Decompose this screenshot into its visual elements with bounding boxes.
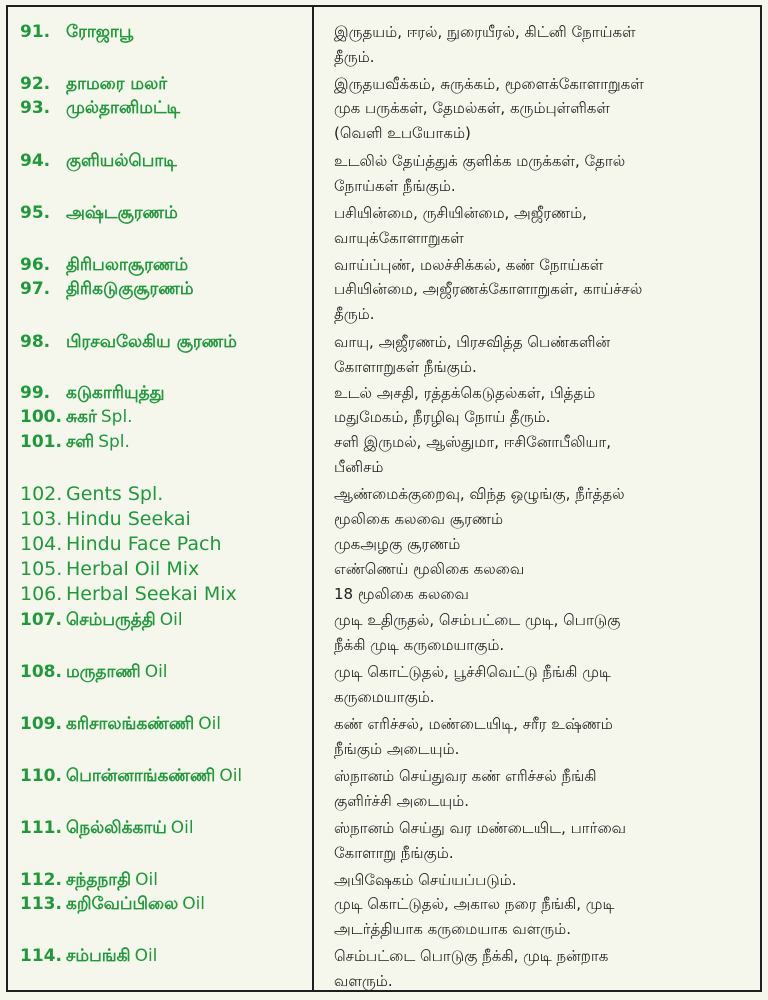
description-cell bbox=[334, 482, 754, 507]
description-cell bbox=[334, 96, 754, 145]
product-name: செம்பருத்தி bbox=[66, 610, 156, 630]
product-name-cell bbox=[20, 816, 310, 840]
description-line: சளி இருமல், ஆஸ்துமா, ஈசினோபீலியா, bbox=[334, 433, 612, 451]
product-name: சளி bbox=[66, 432, 95, 452]
item-number: 93. bbox=[20, 98, 51, 118]
product-suffix: Spl. bbox=[98, 432, 130, 452]
product-suffix: Oil bbox=[134, 946, 158, 966]
product-name-cell bbox=[20, 330, 310, 354]
description-cell bbox=[334, 892, 754, 941]
description-cell bbox=[334, 72, 754, 97]
description-line: ஸ்நானம் செய்துவர கண் எரிச்சல் நீங்கி bbox=[334, 767, 597, 785]
item-number: 103. bbox=[20, 508, 63, 530]
product-suffix: Spl. bbox=[100, 407, 133, 427]
product-name-cell bbox=[20, 20, 310, 44]
description-line: உடலில் தேய்த்துக் குளிக்க மருக்கள், தோல் bbox=[334, 152, 626, 170]
column-divider bbox=[312, 5, 314, 992]
product-suffix: Oil bbox=[219, 766, 243, 786]
item-number: 110. bbox=[20, 766, 62, 786]
product-name: சம்பங்கி bbox=[66, 946, 131, 966]
item-number: 101. bbox=[20, 432, 62, 452]
product-name: நெல்லிக்காய் bbox=[66, 818, 167, 838]
product-name-cell bbox=[20, 253, 310, 277]
description-cell bbox=[334, 660, 754, 709]
description-line: ஆண்மைக்குறைவு, விந்த ஒழுங்கு, நீர்த்தல் bbox=[334, 485, 625, 503]
description-line: (வெளி உபயோகம்) bbox=[334, 123, 471, 142]
item-number: 106. bbox=[20, 583, 63, 605]
description-cell bbox=[334, 201, 754, 250]
product-suffix: Oil bbox=[182, 894, 206, 914]
product-name: Gents Spl. bbox=[66, 483, 164, 505]
description-line: செம்பட்டை பொடுகு நீக்கி, முடி நன்றாக bbox=[334, 947, 609, 965]
description-cell bbox=[334, 712, 754, 761]
product-name-cell bbox=[20, 557, 310, 581]
product-name: Hindu Face Pach bbox=[66, 533, 222, 555]
product-name: திரிகடுகுசூரணம் bbox=[66, 279, 194, 299]
product-name-cell bbox=[20, 149, 310, 173]
product-name: மருதாணி bbox=[66, 662, 141, 682]
description-line: தீரும். bbox=[334, 47, 375, 66]
description-cell bbox=[334, 20, 754, 69]
product-name: பொன்னாங்கண்ணி bbox=[66, 766, 216, 786]
description-line: வாயு, அஜீரணம், பிரசவித்த பெண்களின் bbox=[334, 333, 610, 351]
description-line: நோய்கள் நீங்கும். bbox=[334, 176, 456, 195]
description-line: பீனிசம் bbox=[334, 457, 384, 476]
item-number: 100. bbox=[20, 407, 62, 427]
description-cell bbox=[334, 277, 754, 326]
product-name-cell bbox=[20, 892, 310, 916]
description-cell bbox=[334, 330, 754, 379]
description-line: கோளாறுகள் நீங்கும். bbox=[334, 357, 477, 376]
product-name-cell bbox=[20, 72, 310, 96]
product-name: பிரசவலேகிய சூரணம் bbox=[66, 332, 237, 352]
product-name-cell bbox=[20, 96, 310, 120]
item-number: 97. bbox=[20, 279, 51, 299]
product-suffix: Oil bbox=[159, 610, 183, 630]
product-name: கடுகாரியுத்து bbox=[66, 383, 165, 403]
product-name: சந்தநாதி bbox=[66, 870, 132, 890]
product-name-cell bbox=[20, 430, 310, 454]
product-suffix: Oil bbox=[135, 870, 158, 890]
product-name-cell bbox=[20, 944, 310, 968]
item-number: 91. bbox=[20, 22, 51, 42]
description-line: அடர்த்தியாக கருமையாக வளரும். bbox=[334, 919, 572, 938]
item-number: 112. bbox=[20, 870, 62, 890]
description-cell bbox=[334, 253, 754, 278]
description-cell bbox=[334, 532, 754, 557]
product-suffix: Oil bbox=[144, 662, 168, 682]
product-suffix: Oil bbox=[198, 714, 222, 734]
item-number: 111. bbox=[20, 818, 62, 838]
description-cell bbox=[334, 405, 754, 430]
description-line: வாய்ப்புண், மலச்சிக்கல், கண் நோய்கள் bbox=[334, 256, 604, 274]
item-number: 105. bbox=[20, 558, 63, 580]
item-number: 107. bbox=[20, 610, 62, 630]
description-line: கோளாறு நீங்கும். bbox=[334, 843, 454, 862]
product-name: Herbal Seekai Mix bbox=[66, 583, 237, 605]
description-line: மதுமேகம், நீரழிவு நோய் தீரும். bbox=[334, 408, 551, 426]
description-cell bbox=[334, 608, 754, 657]
description-line: முடி உதிருதல், செம்பட்டை முடி, பொடுகு bbox=[334, 611, 621, 629]
description-line: பசியின்மை, ருசியின்மை, அஜீரணம், bbox=[334, 204, 587, 222]
description-line: குளிர்ச்சி அடையும். bbox=[334, 791, 469, 810]
product-name-cell bbox=[20, 201, 310, 225]
description-line: மூலிகை கலவை சூரணம் bbox=[334, 510, 504, 528]
item-number: 98. bbox=[20, 332, 51, 352]
description-line: இருதயம், ஈரல், நுரையீரல், கிட்னி நோய்கள் bbox=[334, 23, 636, 41]
product-suffix: Oil bbox=[170, 818, 194, 838]
description-cell bbox=[334, 507, 754, 532]
description-line: கருமையாகும். bbox=[334, 687, 435, 706]
description-cell bbox=[334, 381, 754, 406]
product-name-cell bbox=[20, 405, 310, 429]
description-line: வாயுக்கோளாறுகள் bbox=[334, 228, 464, 247]
description-line: ஸ்நானம் செய்து வர மண்டையிட, பார்வை bbox=[334, 819, 626, 837]
item-number: 114. bbox=[20, 946, 62, 966]
product-name-cell bbox=[20, 660, 310, 684]
description-line: எண்ணெய் மூலிகை கலவை bbox=[334, 560, 525, 578]
description-cell bbox=[334, 557, 754, 582]
description-line: முக பருக்கள், தேமல்கள், கரும்புள்ளிகள் bbox=[334, 99, 610, 117]
product-name: கறிவேப்பிலை bbox=[66, 894, 179, 914]
product-name: சுகர் bbox=[66, 407, 97, 427]
description-line: இருதயவீக்கம், சுருக்கம், மூளைக்கோளாறுகள் bbox=[334, 75, 644, 93]
product-name: கரிசாலங்கண்ணி bbox=[66, 714, 195, 734]
description-line: உடல் அசதி, ரத்தக்கெடுதல்கள், பித்தம் bbox=[334, 384, 596, 402]
item-number: 94. bbox=[20, 151, 51, 171]
product-name: தாமரை மலர் bbox=[66, 74, 168, 94]
description-line: முடி கொட்டுதல், அகால நரை நீங்கி, முடி bbox=[334, 895, 615, 913]
description-cell bbox=[334, 816, 754, 865]
product-name-cell bbox=[20, 507, 310, 531]
product-name: Herbal Oil Mix bbox=[66, 558, 200, 580]
description-line: தீரும். bbox=[334, 304, 375, 323]
item-number: 92. bbox=[20, 74, 51, 94]
product-name-cell bbox=[20, 582, 310, 606]
product-name-cell bbox=[20, 482, 310, 506]
product-name: Hindu Seekai bbox=[66, 508, 191, 530]
item-number: 99. bbox=[20, 383, 51, 403]
description-line: அபிஷேகம் செய்யப்படும். bbox=[334, 871, 517, 889]
description-cell bbox=[334, 149, 754, 198]
product-name: அஷ்டசூரணம் bbox=[66, 203, 178, 223]
description-line: நீங்கும் அடையும். bbox=[334, 739, 460, 758]
product-name: திரிபலாசூரணம் bbox=[66, 255, 189, 275]
product-name-cell bbox=[20, 608, 310, 632]
product-name-cell bbox=[20, 532, 310, 556]
description-cell bbox=[334, 944, 754, 993]
description-line: முகஅழகு சூரணம் bbox=[334, 535, 461, 553]
product-name: முல்தானிமட்டி bbox=[66, 98, 181, 118]
product-name-cell bbox=[20, 277, 310, 301]
description-line: பசியின்மை, அஜீரணக்கோளாறுகள், காய்ச்சல் bbox=[334, 280, 643, 298]
item-number: 102. bbox=[20, 483, 63, 505]
item-number: 113. bbox=[20, 894, 62, 914]
item-number: 104. bbox=[20, 533, 63, 555]
description-cell bbox=[334, 868, 754, 893]
description-cell bbox=[334, 582, 754, 607]
description-line: முடி கொட்டுதல், பூச்சிவெட்டு நீங்கி முடி bbox=[334, 663, 611, 681]
item-number: 109. bbox=[20, 714, 62, 734]
item-number: 95. bbox=[20, 203, 51, 223]
product-name-cell bbox=[20, 764, 310, 788]
item-number: 96. bbox=[20, 255, 51, 275]
product-name: ரோஜாபூ bbox=[66, 22, 134, 42]
description-cell bbox=[334, 764, 754, 813]
product-name-cell bbox=[20, 868, 310, 892]
description-line: 18 மூலிகை கலவை bbox=[334, 585, 469, 603]
description-line: வளரும். bbox=[334, 971, 393, 990]
item-number: 108. bbox=[20, 662, 62, 682]
product-name-cell bbox=[20, 712, 310, 736]
product-name: குளியல்பொடி bbox=[66, 151, 177, 171]
product-name-cell bbox=[20, 381, 310, 405]
description-line: நீக்கி முடி கருமையாகும். bbox=[334, 635, 505, 654]
description-line: கண் எரிச்சல், மண்டையிடி, சரீர உஷ்ணம் bbox=[334, 715, 613, 733]
description-cell bbox=[334, 430, 754, 479]
